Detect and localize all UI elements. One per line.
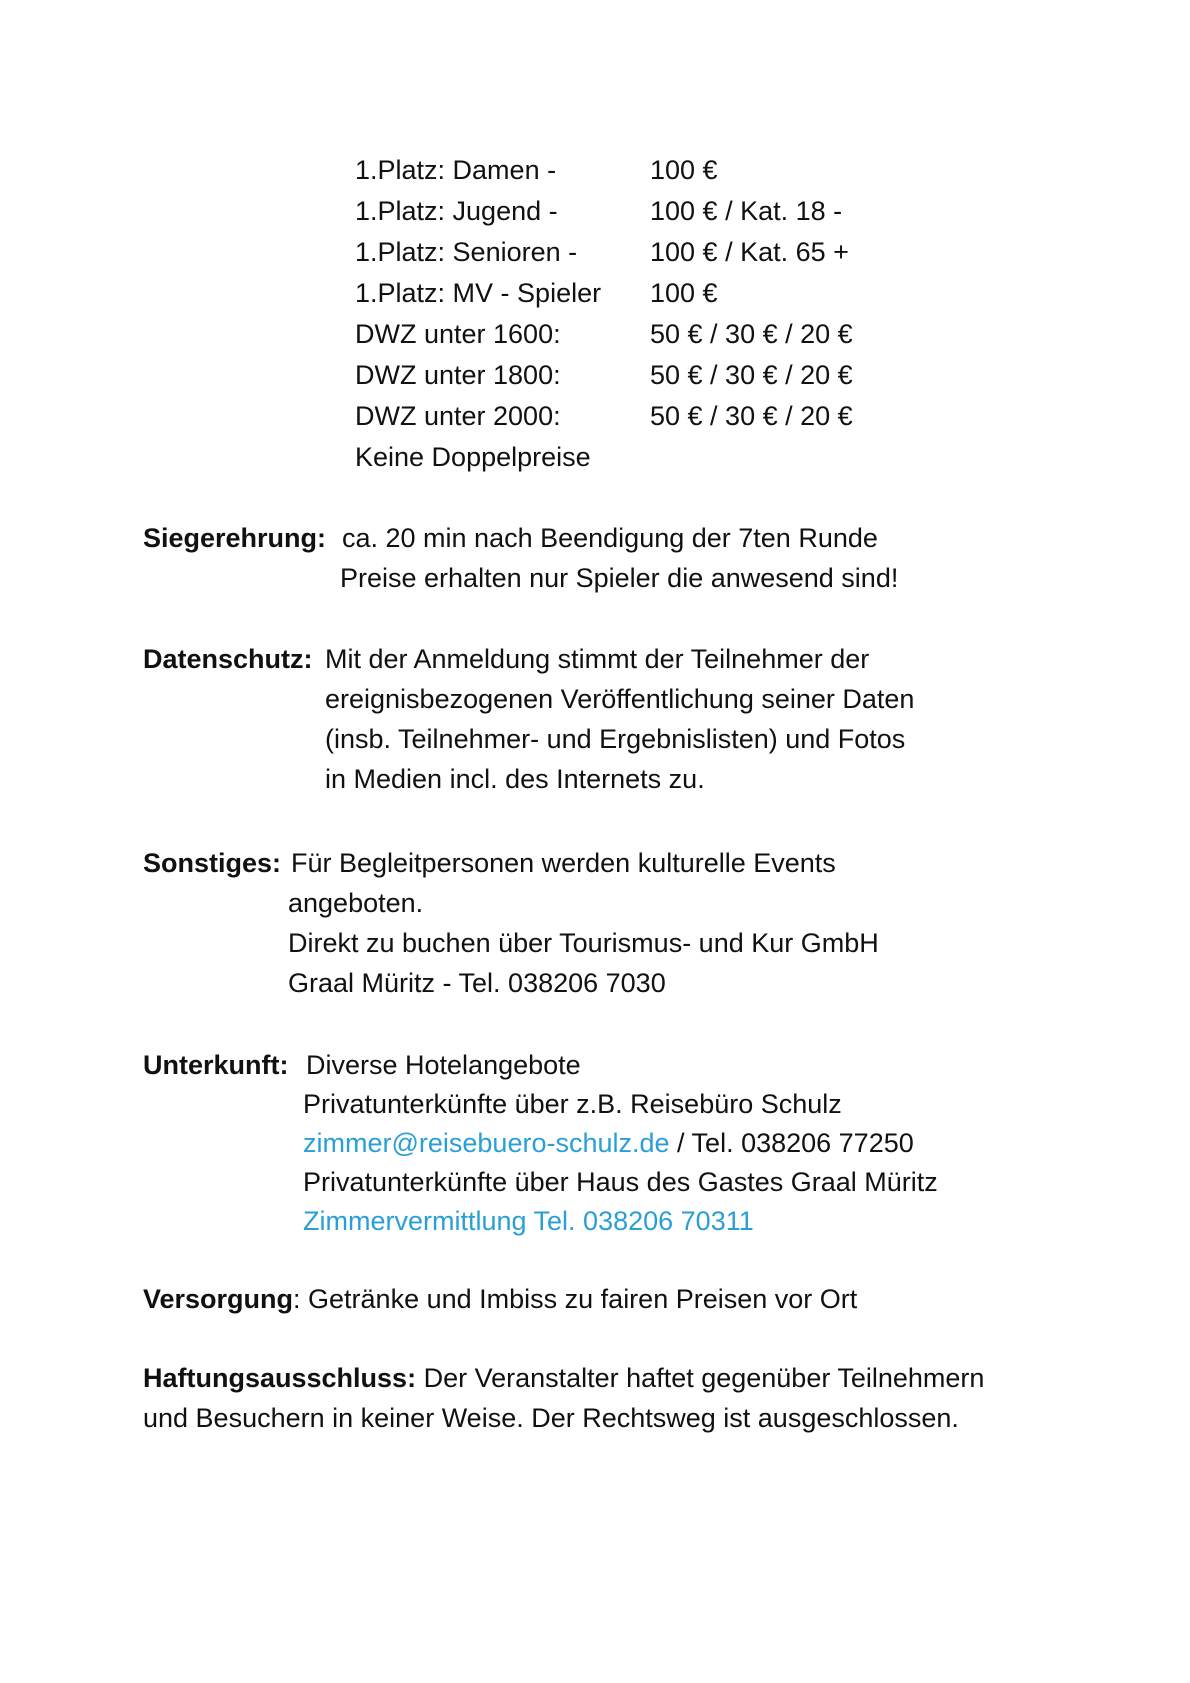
prize-row [355, 355, 955, 396]
section-text-with-link [303, 1123, 914, 1163]
prize-label: 1.Platz: Jugend - [355, 196, 558, 226]
section-line [143, 1201, 1063, 1240]
section-line [143, 883, 1063, 923]
section-datenschutz [143, 639, 1063, 799]
prize-list [355, 150, 955, 478]
prize-label: 1.Platz: MV - Spieler [355, 278, 602, 308]
section-sonstiges [143, 843, 1063, 1003]
prize-label: DWZ unter 1600: [355, 319, 561, 349]
prize-label: 1.Platz: Senioren - [355, 237, 578, 267]
prize-label: Keine Doppelpreise [355, 442, 591, 472]
section-text: Preise erhalten nur Spieler die anwesend sind! [340, 563, 899, 593]
section-line [143, 1162, 1063, 1201]
section-line [143, 963, 1063, 1003]
section-line [143, 1123, 1063, 1162]
section-heading: Datenschutz: [143, 644, 313, 674]
section-text: ca. 20 min nach Beendigung der 7ten Runde [342, 523, 878, 553]
section-line [143, 1279, 1063, 1319]
section-line [143, 1045, 1063, 1084]
prize-value: 100 € [650, 278, 718, 308]
section-text: Privatunterkünfte über Haus des Gastes Graal Müritz [303, 1167, 938, 1197]
prize-row [355, 191, 955, 232]
section-heading: Siegerehrung: [143, 523, 327, 553]
prize-value: 100 € / Kat. 65 + [650, 237, 849, 267]
prize-row [355, 437, 955, 478]
section-line [143, 719, 1063, 759]
section-heading: Haftungsausschluss: [143, 1363, 417, 1393]
prize-value: 100 € / Kat. 18 - [650, 196, 843, 226]
section-text: in Medien incl. des Internets zu. [325, 764, 705, 794]
section-versorgung [143, 1279, 1063, 1319]
section-heading: Versorgung [143, 1284, 294, 1314]
section-text: Graal Müritz - Tel. 038206 7030 [288, 968, 666, 998]
prize-label: DWZ unter 2000: [355, 401, 561, 431]
section-line [143, 843, 1063, 883]
prize-value: 50 € / 30 € / 20 € [650, 319, 853, 349]
section-text: Diverse Hotelangebote [306, 1050, 581, 1080]
section-text: Der Veranstalter haftet gegenüber Teilnehmern [416, 1363, 985, 1393]
section-line [143, 1398, 1063, 1438]
section-text: Für Begleitpersonen werden kulturelle Events [291, 848, 836, 878]
section-text: Mit der Anmeldung stimmt der Teilnehmer der [325, 644, 870, 674]
section-text: angeboten. [288, 888, 424, 918]
prize-row [355, 150, 955, 191]
prize-row [355, 314, 955, 355]
section-heading: Sonstiges: [143, 848, 282, 878]
section-line [143, 639, 1063, 679]
section-line [143, 558, 1063, 598]
section-text: Privatunterkünfte über z.B. Reisebüro Schulz [303, 1089, 842, 1119]
section-siegerehrung [143, 518, 1063, 598]
section-text: und Besuchern in keiner Weise. Der Rechtsweg ist ausgeschlossen. [143, 1403, 959, 1433]
prize-label: 1.Platz: Damen - [355, 155, 557, 185]
section-unterkunft [143, 1045, 1063, 1240]
section-line [143, 923, 1063, 963]
section-heading: Unterkunft: [143, 1050, 289, 1080]
section-text: : Getränke und Imbiss zu fairen Preisen vor Ort [293, 1284, 858, 1314]
section-line [143, 679, 1063, 719]
section-line [143, 759, 1063, 799]
section-text: Direkt zu buchen über Tourismus- und Kur GmbH [288, 928, 879, 958]
email-link[interactable]: zimmer@reisebuero-schulz.de [303, 1128, 670, 1158]
section-line [143, 518, 1063, 558]
prize-value: 50 € / 30 € / 20 € [650, 360, 853, 390]
prize-row [355, 396, 955, 437]
phone-text: / Tel. 038206 77250 [669, 1128, 914, 1158]
prize-row [355, 232, 955, 273]
prize-value: 100 € [650, 155, 718, 185]
prize-label: DWZ unter 1800: [355, 360, 561, 390]
prize-value: 50 € / 30 € / 20 € [650, 401, 853, 431]
section-text: (insb. Teilnehmer- und Ergebnislisten) und Fotos [325, 724, 906, 754]
zimmervermittlung-link[interactable]: Zimmervermittlung Tel. 038206 70311 [303, 1206, 754, 1236]
prize-row [355, 273, 955, 314]
section-haftungsausschluss [143, 1358, 1063, 1438]
section-line [143, 1358, 1063, 1398]
section-line [143, 1084, 1063, 1123]
section-text: ereignisbezogenen Veröffentlichung seiner Daten [325, 684, 915, 714]
